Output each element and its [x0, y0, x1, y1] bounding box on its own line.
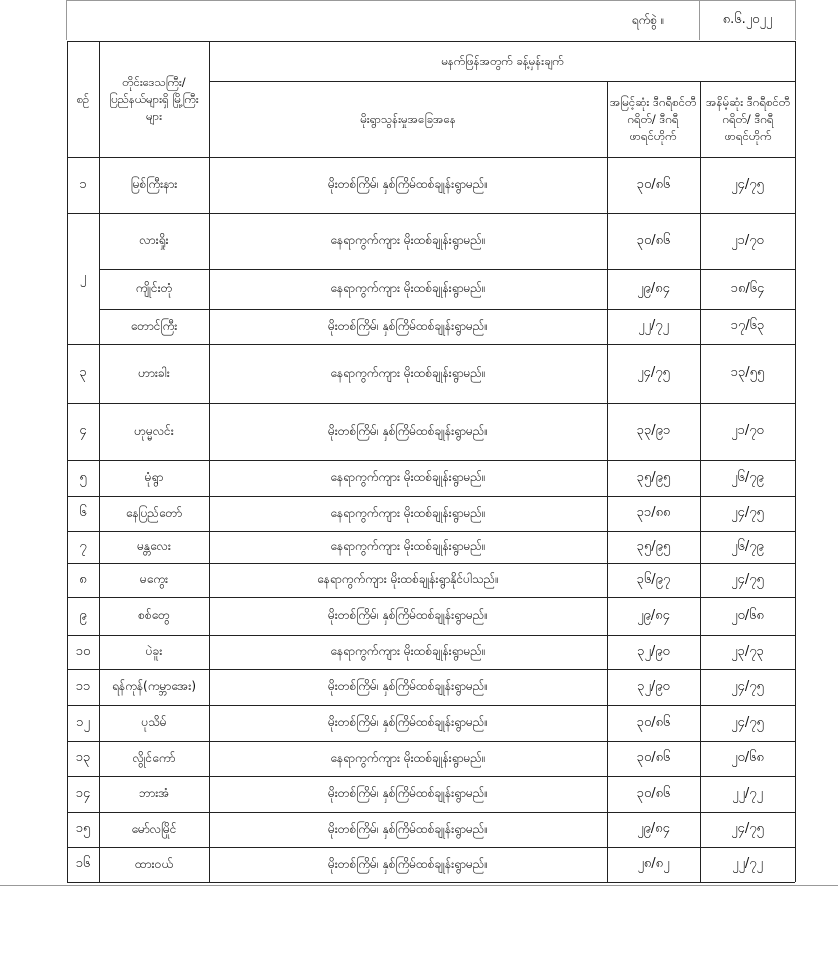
row-min-temp: ၂၃/၇၃: [731, 643, 764, 659]
row-condition: နေရာကွက်ကျား မိုးထစ်ချုန်းရွာမည်။: [330, 505, 486, 520]
row-city: ကျိုင်းတုံ: [135, 281, 173, 295]
row-max-temp: ၂၉/၈၄: [637, 280, 670, 296]
row-condition: မိုးတစ်ကြိမ်၊ နှစ်ကြိမ်ထစ်ချုန်းရွာမည်။: [327, 423, 489, 438]
row-min-temp: ၂၁/၇၀: [731, 232, 764, 248]
row-condition: နေရာကွက်ကျား မိုးထစ်ချုန်းရွာနိုင်ပါသည်။: [317, 572, 499, 586]
row-condition: မိုးတစ်ကြိမ်၊ နှစ်ကြိမ်ထစ်ချုန်းရွာမည်။: [327, 608, 489, 622]
row-min-temp: ၂၂/၇၂: [732, 785, 763, 801]
row-max-temp: ၂၉/၈၄: [637, 607, 670, 623]
row-max-temp: ၃၆/၉၇: [636, 571, 671, 587]
row-max-temp: ၃၅/၉၅: [636, 469, 671, 485]
row-max-temp: ၃၂/၉၀: [637, 678, 670, 694]
row-condition: နေရာကွက်ကျား မိုးထစ်ချုန်းရွာမည်။: [330, 470, 486, 484]
table-row-line: [67, 882, 795, 883]
row-serial: ၁၅: [75, 821, 91, 836]
row-city: နေပြည်တော်: [125, 505, 183, 520]
row-city: တောင်ကြီး: [130, 318, 178, 333]
row-max-temp: ၃၀/၈၆: [636, 176, 671, 192]
row-min-temp: ၂၀/၆၈: [731, 750, 764, 765]
row-min-temp: ၁၃/၅၅: [730, 365, 765, 380]
row-condition: နေရာကွက်ကျား မိုးထစ်ချုန်းရွာမည်။: [330, 750, 486, 765]
row-min-temp: ၂၂/၇၂: [732, 856, 763, 871]
row-serial: ၁၂: [76, 714, 90, 730]
row-condition: မိုးတစ်ကြိမ်၊ နှစ်ကြိမ်ထစ်ချုန်းရွာမည်။: [327, 856, 489, 871]
header-condition: မိုးရွာသွန်းမှုအခြေအနေ: [360, 112, 456, 126]
header-max-temp: အမြင့်ဆုံး ဒီဂရီစင်တီဂရိတ်/ ဒီဂရီဖာရင်ဟိုက်: [609, 95, 697, 143]
row-max-temp: ၂၈/၈၂: [637, 856, 670, 871]
row-city: ပဲခူး: [145, 644, 163, 658]
row-min-temp: ၂၀/၆၈: [731, 607, 764, 623]
row-max-temp: ၃၅/၉၅: [636, 538, 671, 554]
row-city: ဘားအံ: [138, 786, 170, 800]
row-min-temp: ၂၆/၇၉: [731, 469, 764, 485]
row-max-temp: ၃၀/၈၆: [636, 232, 671, 248]
row-max-temp: ၂၉/၈၄: [637, 821, 670, 836]
date-value: ၈.၆.၂၀၂၂: [722, 12, 773, 27]
row-min-temp: ၁၇/၆၃: [730, 318, 765, 333]
row-condition: မိုးတစ်ကြိမ်၊ နှစ်ကြိမ်ထစ်ချုန်းရွာမည်။: [327, 318, 489, 333]
row-min-temp: ၂၁/၇၀: [731, 423, 764, 438]
row-max-temp: ၃၀/၈၆: [636, 714, 671, 730]
row-condition: မိုးတစ်ကြိမ်၊ နှစ်ကြိမ်ထစ်ချုန်းရွာမည်။: [327, 177, 489, 191]
row-min-temp: ၂၄/၇၅: [731, 571, 764, 587]
row-city: မုံရွာ: [144, 470, 164, 484]
row-serial: ၂: [79, 270, 87, 285]
row-serial: ၇: [79, 538, 87, 554]
row-condition: နေရာကွက်ကျား မိုးထစ်ချုန်းရွာမည်။: [330, 644, 486, 658]
row-min-temp: ၂၄/၇၅: [731, 176, 764, 192]
row-city: မန္တလေး: [137, 539, 171, 553]
row-city: ဟုမ္မလင်း: [134, 423, 174, 438]
header-min-temp: အနိမ့်ဆုံး ဒီဂရီစင်တီဂရိတ်/ ဒီဂရီဖာရင်ဟိုက်: [706, 95, 790, 143]
row-min-temp: ၂၄/၇၅: [731, 678, 764, 694]
row-condition: မိုးတစ်ကြိမ်၊ နှစ်ကြိမ်ထစ်ချုန်းရွာမည်။: [327, 786, 489, 800]
row-min-temp: ၂၄/၇၅: [731, 821, 764, 836]
row-serial: ၁၃: [75, 750, 91, 765]
row-serial: ၉: [79, 607, 87, 623]
row-city: ထားဝယ်: [135, 856, 173, 871]
page-frame-top: [66, 0, 795, 1]
row-max-temp: ၃၀/၈၆: [636, 750, 671, 765]
row-condition: နေရာကွက်ကျား မိုးထစ်ချုန်းရွာမည်။: [330, 365, 486, 380]
date-label: ရက်စွဲ ။: [631, 13, 665, 27]
row-serial: ၁: [79, 176, 87, 192]
row-min-temp: ၂၄/၇၅: [731, 505, 764, 520]
row-max-temp: ၂၂/၇၂: [638, 318, 669, 333]
header-location: တိုင်းဒေသကြီး/ ပြည်နယ်များရှိ မြို့ကြီးများ: [109, 74, 199, 123]
row-city: လားရှိုး: [139, 233, 169, 247]
table-col-line: [795, 41, 796, 882]
row-city: စစ်တွေ: [138, 608, 170, 622]
row-serial: ၁၄: [75, 785, 91, 801]
header-serial: စဉ်: [76, 91, 90, 106]
page-frame-right: [795, 0, 796, 40]
row-serial: ၄: [79, 423, 87, 438]
row-serial: ၁၆: [75, 856, 91, 871]
row-condition: နေရာကွက်ကျား မိုးထစ်ချုန်းရွာမည်။: [330, 539, 486, 553]
row-condition: မိုးတစ်ကြိမ်၊ နှစ်ကြိမ်ထစ်ချုန်းရွာမည်။: [327, 715, 489, 729]
row-max-temp: ၂၄/၇၅: [637, 365, 670, 380]
row-min-temp: ၁၈/၆၄: [730, 280, 765, 296]
row-city: လွိုင်ကော်: [132, 750, 176, 765]
row-city: ပုသိမ်: [141, 715, 167, 729]
row-serial: ၃: [79, 365, 87, 380]
row-condition: မိုးတစ်ကြိမ်၊ နှစ်ကြိမ်ထစ်ချုန်းရွာမည်။: [327, 679, 489, 693]
row-city: မော်လမြိုင်: [131, 821, 177, 836]
row-city: မြစ်ကြီးနား: [130, 177, 178, 191]
page-frame-bottom: [0, 885, 838, 886]
header-forecast: မနက်ဖြန်အတွက် ခန့်မှန်းချက်: [441, 53, 564, 68]
row-serial: ၈: [79, 571, 87, 587]
row-max-temp: ၃၂/၉၀: [637, 643, 670, 659]
row-max-temp: ၃၀/၈၆: [636, 785, 671, 801]
row-condition: နေရာကွက်ကျား မိုးထစ်ချုန်းရွာမည်။: [330, 281, 486, 295]
row-min-temp: ၂၄/၇၅: [731, 714, 764, 730]
row-serial: ၁၀: [75, 643, 91, 659]
row-city: မကွေး: [139, 572, 169, 586]
row-serial: ၅: [79, 469, 87, 485]
row-max-temp: ၃၃/၉၁: [636, 423, 671, 438]
row-serial: ၆: [79, 505, 87, 520]
row-city: ရန်ကုန်(ကမ္ဘာအေး): [111, 679, 197, 693]
row-max-temp: ၃၁/၈၈: [636, 505, 671, 520]
row-condition: မိုးတစ်ကြိမ်၊ နှစ်ကြိမ်ထစ်ချုန်းရွာမည်။: [327, 821, 489, 836]
row-min-temp: ၂၆/၇၉: [731, 538, 764, 554]
page-frame-left: [66, 0, 67, 40]
row-serial: ၁၁: [75, 678, 91, 694]
row-city: ဟားခါး: [138, 365, 170, 380]
row-condition: နေရာကွက်ကျား မိုးထစ်ချုန်းရွာမည်။: [330, 233, 486, 247]
